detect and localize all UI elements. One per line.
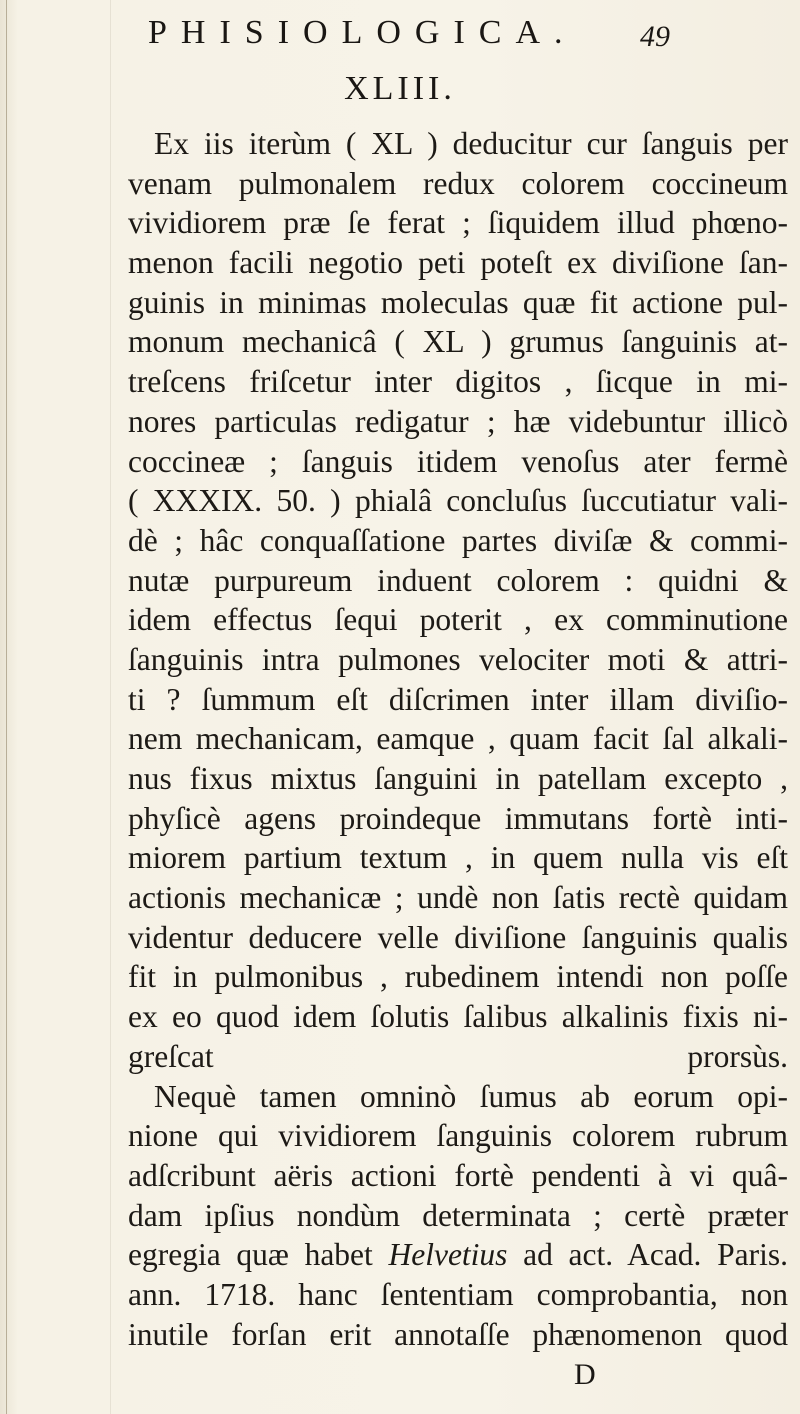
text-line: greſcat prorsùs. [128, 1038, 788, 1074]
text-line: vividiorem præ ſe ferat ; ſiquidem illud phœno- [128, 205, 788, 241]
text-line: phyſicè agens proindeque immutans fortè inti- [128, 800, 788, 836]
text-line: menon facili negotio peti poteſt ex diviſione ſan- [128, 245, 788, 281]
text-line: monum mechanicâ ( XL ) grumus ſanguinis at- [128, 324, 788, 360]
text-line: coccineæ ; ſanguis itidem venoſus ater fermè [128, 443, 788, 479]
text-line: ( XXXIX. 50. ) phialâ concluſus ſuccutiatur vali- [128, 483, 788, 519]
text-line: guinis in minimas moleculas quæ fit actione pul- [128, 284, 788, 320]
text-line: egregia quæ habet Helvetius ad act. Acad. Paris. [128, 1237, 788, 1273]
text-line: venam pulmonalem redux colorem coccineum [128, 165, 788, 201]
text-line: nione qui vividiorem ſanguinis colorem rubrum [128, 1118, 788, 1154]
text-line: dam ipſius nondùm determinata ; certè præter [128, 1197, 788, 1233]
text-line: ti ? ſummum eſt diſcrimen inter illam diviſio- [128, 681, 788, 717]
text-line: inutile forſan erit annotaſſe phænomenon quod [128, 1316, 788, 1352]
page-gutter-edge [6, 0, 7, 1414]
text-line: dè ; hâc conquaſſatione partes diviſæ & commi- [128, 522, 788, 558]
page-number: 49 [640, 20, 670, 53]
running-head: PHISIOLOGICA. [148, 14, 577, 51]
text-line: nutæ purpureum induent colorem : quidni & [128, 562, 788, 598]
catchword: D [574, 1358, 596, 1391]
text-line: miorem partium textum , in quem nulla vis eſt [128, 840, 788, 876]
text-line: Ex iis iterùm ( XL ) deducitur cur ſanguis per [154, 126, 788, 161]
text-line: ex eo quod idem ſolutis ſalibus alkalinis fixis ni- [128, 999, 788, 1035]
text-line: ſanguinis intra pulmones velociter moti & attri- [128, 641, 788, 677]
text-line: nem mechanicam, eamque , quam facit ſal alkali- [128, 721, 788, 757]
text-line: ann. 1718. hanc ſententiam comprobantia, non [128, 1276, 788, 1312]
section-number: XLIII. [344, 70, 456, 107]
text-line: fit in pulmonibus , rubedinem intendi non poſſe [128, 959, 788, 995]
margin-rule [110, 0, 111, 1414]
text-line: treſcens friſcetur inter digitos , ſicque in mi- [128, 364, 788, 400]
text-line: nores particulas redigatur ; hæ videbuntur illicò [128, 403, 788, 439]
text-line: actionis mechanicæ ; undè non ſatis rectè quidam [128, 880, 788, 916]
italic-name: Helvetius [388, 1237, 508, 1273]
text-line: nus fixus mixtus ſanguini in patellam excepto , [128, 761, 788, 796]
text-line: videntur deducere velle diviſione ſanguinis qualis [128, 919, 788, 955]
text-line: Nequè tamen omninò ſumus ab eorum opi- [154, 1078, 788, 1114]
text-line: idem effectus ſequi poterit , ex comminutione [128, 602, 788, 638]
body-text [128, 124, 788, 1354]
text-line: adſcribunt aëris actioni fortè pendenti à vi quâ- [128, 1157, 788, 1193]
